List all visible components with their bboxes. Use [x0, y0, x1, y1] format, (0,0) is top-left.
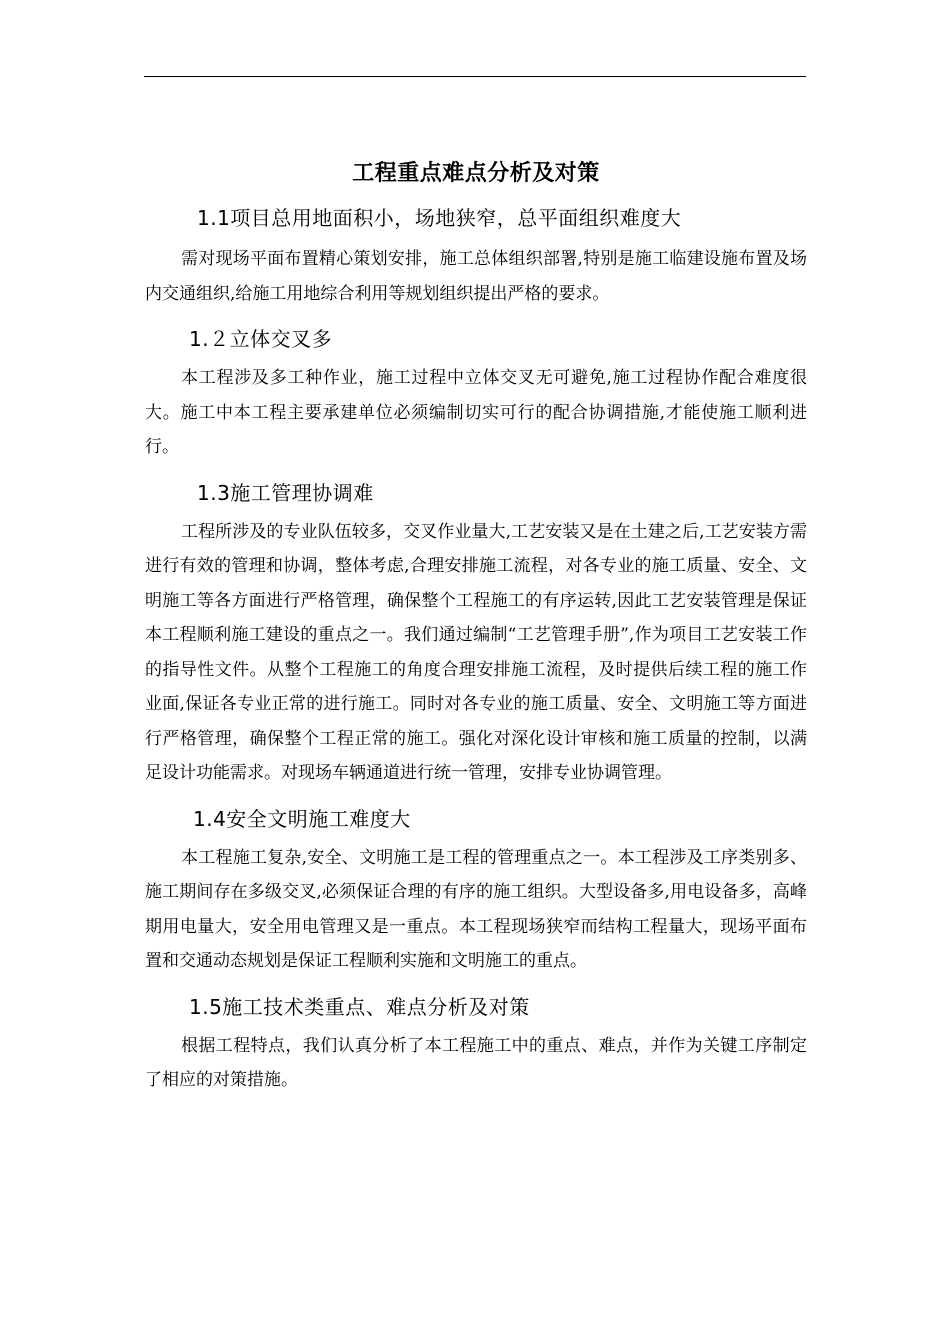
section-paragraph: 根据工程特点，我们认真分析了本工程施工中的重点、难点，并作为关键工序制定了相应的对策措施。 — [145, 1035, 807, 1090]
section-1-1 — [145, 194, 807, 317]
section-1-4 — [145, 797, 807, 985]
section-1-5 — [145, 985, 807, 1104]
section-heading: 1.4安全文明施工难度大 — [193, 806, 411, 831]
section-paragraph: 工程所涉及的专业队伍较多，交叉作业量大,工艺安装又是在土建之后,工艺安装方需进行有效的管理和协调，整体考虑,合理安排施工流程，对各专业的施工质量、安全、文明施工等各方面进行严格管理，确保整个工程施工的有序运转,因此工艺安装管理是保证本工程顺利施工建设的重点之一。我们通过编制“工艺管理手册”,作为项目工艺安装工作的指导性文件。从整个工程施工的角度合理安排施工流程，及时提供后续工程的施工作业面,保证各专业正常的进行施工。同时对各专业的施工质量、安全、文明施工等方面进行严格管理，确保整个工程正常的施工。强化对深化设计审核和施工质量的控制，以满足设计功能需求。对现场车辆通道进行统一管理，安排专业协调管理。 — [145, 521, 807, 783]
section-heading: 1.1项目总用地面积小，场地狭窄，总平面组织难度大 — [197, 206, 682, 230]
section-heading: 1.２立体交叉多 — [189, 327, 333, 351]
document-title: 工程重点难点分析及对策 — [352, 161, 600, 186]
section-1-3 — [145, 471, 807, 797]
header-rule — [144, 76, 806, 77]
section-paragraph: 需对现场平面布置精心策划安排，施工总体组织部署,特别是施工临建设施布置及场内交通组织,给施工用地综合利用等规划组织提出严格的要求。 — [145, 249, 807, 304]
section-paragraph: 本工程施工复杂,安全、文明施工是工程的管理重点之一。本工程涉及工序类别多、施工期间存在多级交叉,必须保证合理的有序的施工组织。大型设备多,用电设备多，高峰期用电量大，安全用电管理又是一重点。本工程现场狭窄而结构工程量大，现场平面布置和交通动态规划是保证工程顺利实施和文明施工的重点。 — [145, 847, 807, 971]
section-heading: 1.5施工技术类重点、难点分析及对策 — [189, 994, 530, 1019]
section-paragraph: 本工程涉及多工种作业，施工过程中立体交叉无可避免,施工过程协作配合难度很大。施工中本工程主要承建单位必须编制切实可行的配合协调措施,才能使施工顺利进行。 — [145, 368, 807, 457]
section-heading: 1.3施工管理协调难 — [197, 480, 374, 505]
section-1-2 — [145, 317, 807, 471]
document-body — [145, 154, 807, 1104]
